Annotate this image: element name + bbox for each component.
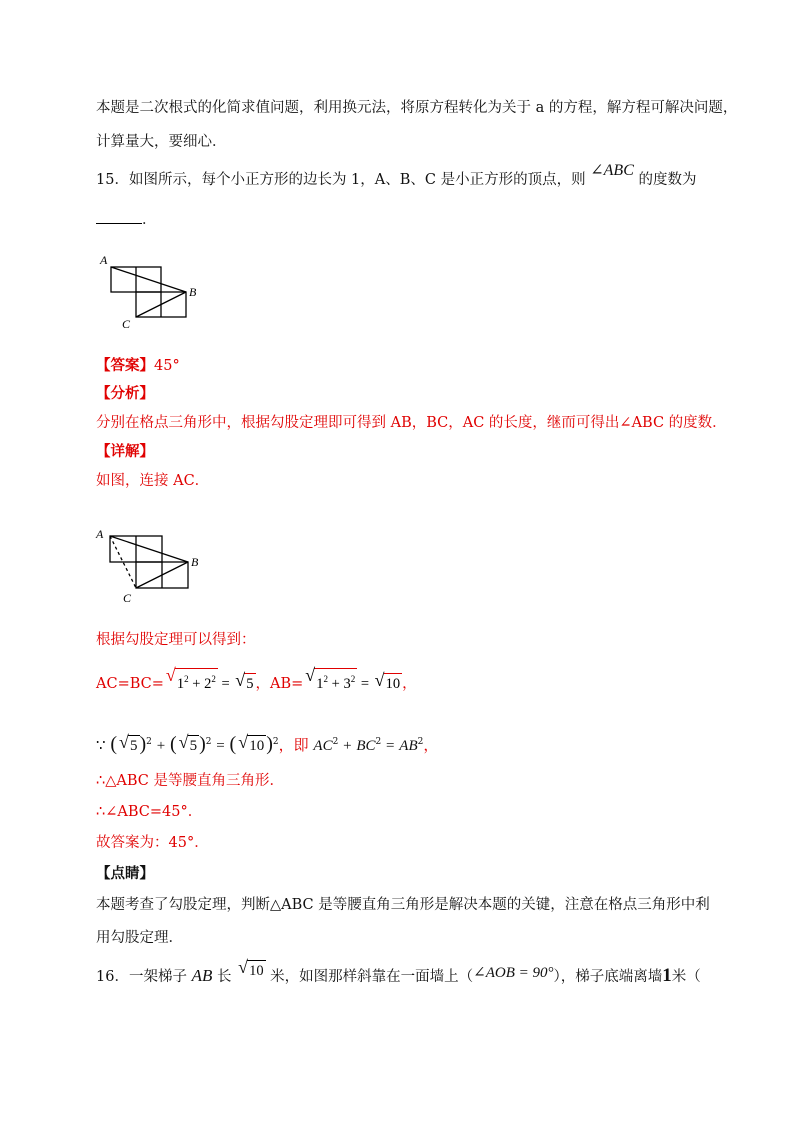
- q15-angle: ∠ABC: [590, 162, 634, 179]
- eq1-root5: 5: [244, 673, 255, 694]
- conclusion-2: ∴∠ABC=45°．: [96, 804, 203, 820]
- q16-sqrt10: √ 10: [238, 957, 264, 979]
- eq1-rad1: 1: [176, 675, 185, 692]
- label-b-2: B: [191, 555, 199, 569]
- eq2-bc: BC: [356, 738, 376, 754]
- sqrt-1-plus-4: √ $1^2 + 2^2$: [165, 665, 216, 692]
- comment-line-1: 本题考查了勾股定理，判断△ABC 是等腰直角三角形是解决本题的关键，注意在格点三角形中利: [96, 897, 710, 913]
- answer-tag: 【答案】: [96, 357, 154, 374]
- q15-blank-line: [96, 210, 157, 230]
- eq1-plus: + 2: [188, 675, 212, 692]
- sqrt-5: √ 5: [235, 669, 254, 692]
- eq1-end: ，: [402, 675, 417, 692]
- answer-value: 45°: [154, 358, 180, 374]
- label-c: C: [122, 317, 131, 331]
- label-a-2: A: [96, 527, 104, 541]
- eq1-comma: ，AB=: [255, 675, 304, 692]
- eq1-equals: =: [217, 675, 234, 692]
- q16-after: ），梯子底端离墙: [553, 969, 663, 985]
- equation-1: [96, 665, 417, 694]
- eq2-sqrt5-a: √ 5: [119, 732, 138, 754]
- grid-figure-1: [96, 250, 206, 332]
- eq2-ac: AC: [313, 738, 333, 754]
- analysis-text: 分别在格点三角形中，根据勾股定理即可得到 AB，BC，AC 的长度，继而可得出∠ABC 的度数．: [96, 415, 727, 431]
- q16-prefix: 16．一架梯子: [96, 969, 187, 985]
- label-b: B: [189, 285, 197, 299]
- eq2-ab: AB: [399, 738, 418, 754]
- q16-ab: AB: [191, 966, 213, 985]
- q15-period: ．: [142, 212, 157, 228]
- equation-2: ∵ ( √ 5 )$^2$ + ( √ 5 )$^2$ = ( √ 10 )$^2$，即 $AC^2 + BC^2 = AB^2$，: [96, 732, 439, 755]
- q15-suffix: 的度数为: [638, 172, 697, 188]
- intro-line-1: 本题是二次根式的化简求值问题，利用换元法，将原方程转化为关于 a 的方程，解方程可解决问题，: [96, 100, 738, 116]
- q15-prefix: 15．如图所示，每个小正方形的边长为 1，A、B、C 是小正方形的顶点，则: [96, 172, 586, 188]
- answer-line: [96, 356, 180, 376]
- comment-line-2: 用勾股定理．: [96, 930, 183, 946]
- detail-text: 如图，连接 AC．: [96, 473, 210, 489]
- conclusion-1: ∴△ABC 是等腰直角三角形．: [96, 773, 284, 789]
- q16-one: 1: [662, 965, 672, 986]
- intro-line-2: 计算量大，要细心．: [96, 134, 227, 150]
- analysis-tag: 【分析】: [96, 385, 154, 402]
- segment-ab: [111, 267, 186, 292]
- because-symbol: ∵: [96, 736, 106, 754]
- eq2-end: ，: [423, 736, 439, 754]
- sqrt-1-plus-9: √ $1^2 + 3^2$: [305, 665, 356, 692]
- q15-text: [96, 162, 697, 190]
- comment-tag: 【点睛】: [96, 865, 154, 882]
- q16-text: [96, 957, 701, 987]
- q16-angle: ∠AOB = 90°: [473, 965, 554, 981]
- conclusion-3: 故答案为：45°．: [96, 835, 209, 851]
- eq2-ie: ，即: [278, 736, 309, 754]
- eq2-sqrt10: √ 10: [238, 732, 265, 754]
- eq1-plus2: + 3: [328, 675, 351, 692]
- answer-blank: [96, 211, 142, 224]
- theorem-line: 根据勾股定理可以得到：: [96, 632, 256, 648]
- q16-end: 米（: [671, 969, 701, 985]
- eq2-sqrt5-b: √ 5: [178, 732, 198, 754]
- q16-mid: 米，如图那样斜靠在一面墙上（: [270, 969, 474, 985]
- detail-tag: 【详解】: [96, 443, 154, 460]
- label-c-2: C: [123, 591, 132, 605]
- eq1-equals-2: =: [357, 675, 373, 692]
- eq1-left: AC=BC=: [96, 675, 164, 692]
- sqrt-10: √ 10: [374, 669, 401, 692]
- eq1-root10: 10: [384, 673, 403, 694]
- eq1-rad2: 1: [316, 675, 324, 692]
- grid-figure-2: [90, 522, 210, 610]
- label-a: A: [100, 253, 108, 267]
- q16-len: 长: [216, 969, 232, 985]
